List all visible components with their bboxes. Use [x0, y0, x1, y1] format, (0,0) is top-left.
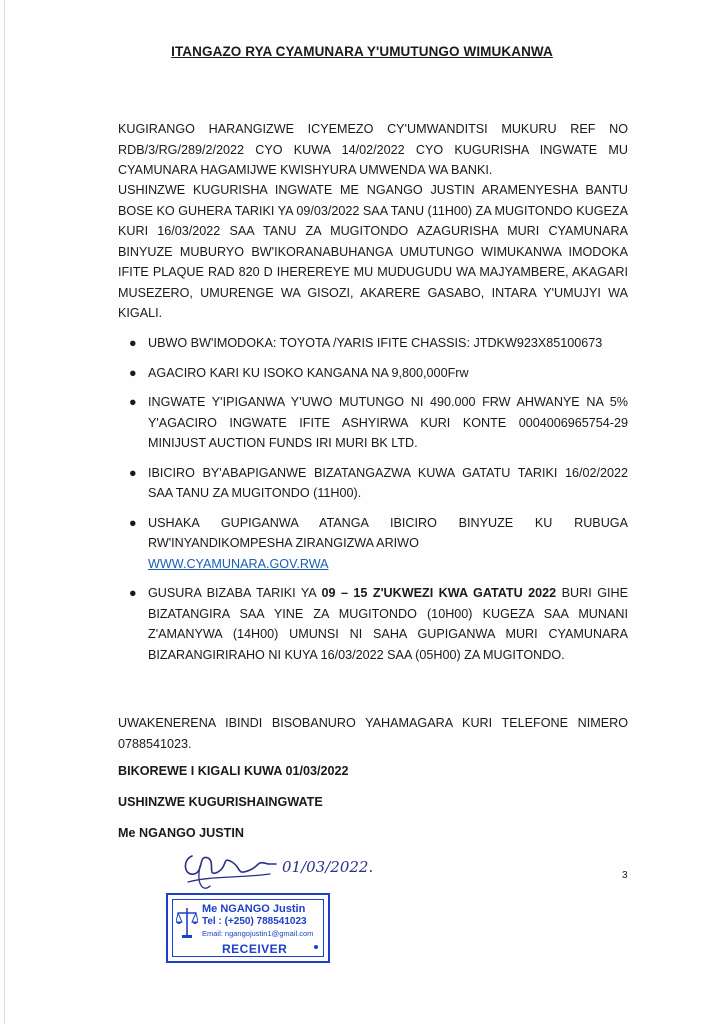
paragraph-announcement: USHINZWE KUGURISHA INGWATE ME NGANGO JUSTIN ARAMENYESHA BANTU BOSE KO GUHERA TARIKI YA 09/03/2022 SAA TANU (11H00) ZA MUGITONDO KUGEZA KURI 16/03/2022 SAA TANU ZA MUGITONDO AZAGURISHA MURI CYAMUNARA BINYUZE MUBURYO BW'IKORANABUHANGA UMUTUNGO WIMUKANWA IMODOKA IFITE PLAQUE RAD 820 D IHEREREYE MU MUDUGUDU WA MAJYAMBERE, AKAGARI MUSEZERO, UMURENGE WA GISOZI, AKARERE GASABO, INTARA Y'UMUJYI WA KIGALI.: [118, 183, 628, 320]
bullet-icon: ●: [129, 515, 137, 530]
market-value-text: AGACIRO KARI KU ISOKO KANGANA NA 9,800,000Frw: [148, 365, 469, 380]
list-item: [129, 513, 628, 575]
bullet-icon: ●: [129, 365, 137, 380]
visit-dates-bold: 09 – 15 Z'UKWEZI KWA GATATU 2022: [321, 586, 557, 600]
scales-of-justice-icon: [176, 905, 198, 939]
bullet-icon: ●: [129, 586, 137, 600]
receiver-stamp: [166, 893, 330, 963]
stamp-dot: [314, 945, 318, 949]
stamp-receiver-label: RECEIVER: [222, 942, 288, 956]
bullet-icon: ●: [129, 395, 137, 409]
stamp-email: Email: ngangojustin1@gmail.com: [202, 929, 314, 938]
scan-edge: [4, 0, 5, 1024]
auction-details-list: [129, 333, 628, 674]
paragraph-contact: UWAKENERENA IBINDI BISOBANURO YAHAMAGARA KURI TELEFONE NIMERO 0788541023.: [118, 716, 628, 751]
list-item: [129, 392, 628, 454]
list-item: [129, 583, 628, 665]
page-number: 3: [622, 870, 628, 881]
list-item: [129, 363, 628, 384]
cyamunara-website-link[interactable]: WWW.CYAMUNARA.GOV.RWA: [148, 556, 329, 571]
stamp-name: Me NGANGO Justin: [202, 903, 306, 915]
bullet-icon: ●: [129, 336, 137, 350]
stamp-telephone: Tel : (+250) 788541023: [202, 916, 307, 927]
vehicle-type-text: UBWO BW'IMODOKA: TOYOTA /YARIS IFITE CHASSIS: JTDKW923X85100673: [148, 336, 603, 350]
signoff-name: Me NGANGO JUSTIN: [118, 826, 244, 840]
paragraph-intro: KUGIRANGO HARANGIZWE ICYEMEZO CY'UMWANDITSI MUKURU REF NO RDB/3/RG/289/2/2022 CYO KUWA 14/02/2022 CYO KUGURISHA INGWATE MU CYAMUNARA HAGAMIJWE KWISHYURA UMWENDA WA BANKI.: [118, 122, 628, 177]
handwritten-signature: [170, 846, 400, 896]
bullet-icon: ●: [129, 465, 137, 480]
bid-deposit-text: INGWATE Y'IPIGANWA Y'UWO MUTUNGO NI 490.000 FRW AHWANYE NA 5% Y'AGACIRO INGWATE IFITE ASHYIRWA KURI KONTE 0004006965754-29 MINIJUST AUCTION FUNDS IRI MURI BK LTD.: [148, 395, 628, 450]
list-item: [129, 333, 628, 354]
bid-announcement-text: IBICIRO BY'ABAPIGANWE BIZATANGAZWA KUWA GATATU TARIKI 16/02/2022 SAA TANU ZA MUGITONDO (11H00).: [148, 465, 628, 500]
signoff-role: USHINZWE KUGURISHAINGWATE: [118, 795, 323, 809]
bidding-website-text: USHAKA GUPIGANWA ATANGA IBICIRO BINYUZE KU RUBUGA RW'INYANDIKOMPESHA ZIRANGIZWA ARIWO: [148, 515, 628, 550]
visit-dates-prefix: GUSURA BIZABA TARIKI YA: [148, 586, 322, 600]
signature-date: 01/03/2022.: [282, 858, 374, 876]
list-item: [129, 463, 628, 504]
visit-dates-details: BURI GIHE BIZATANGIRA SAA YINE ZA MUGITONDO (10H00) KUGEZA SAA MUNANI Z'AMANYWA (14H00) UMUNSI NI SAHA GUPIGANWA MURI CYAMUNARA BIZARANGIRIRAHO NI KUYA 16/03/2022 SAA (05H00) ZA MUGITONDO.: [148, 586, 628, 662]
signoff-place-date: BIKOREWE I KIGALI KUWA 01/03/2022: [118, 764, 349, 778]
document-title: ITANGAZO RYA CYAMUNARA Y'UMUTUNGO WIMUKANWA: [171, 44, 553, 59]
